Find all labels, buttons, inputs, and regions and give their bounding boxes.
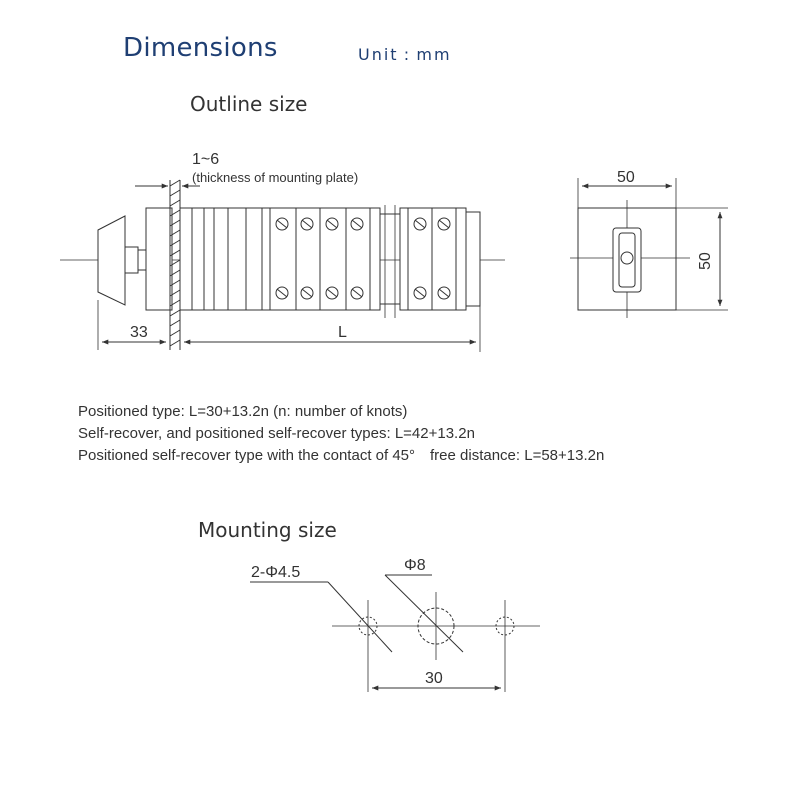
handle-shaft (125, 247, 138, 273)
mounting-holes-drawing (250, 575, 540, 692)
front-height-value: 50 (697, 252, 714, 270)
page-title: Dimensions (123, 33, 278, 63)
plate-thickness-note: (thickness of mounting plate) (192, 170, 359, 185)
center-hole-spec: Φ8 (404, 557, 426, 574)
center-hole-leader (385, 575, 463, 652)
front-handle-pivot (621, 252, 633, 264)
handle-knob (98, 216, 125, 305)
switch-front-view (570, 178, 728, 318)
length-dimension-value: L (338, 324, 347, 341)
small-hole-spec: 2-Φ4.5 (251, 564, 301, 581)
note-positioned-type: Positioned type: L=30+13.2n (n: number of knots) (78, 403, 408, 420)
front-width-value: 50 (617, 169, 635, 186)
rear-cap (466, 212, 480, 306)
handle-dimension-value: 33 (130, 324, 148, 341)
outline-size-heading: Outline size (190, 92, 308, 116)
note-self-recover-types: Self-recover, and positioned self-recover types: L=42+13.2n (78, 425, 475, 442)
handle-collar (138, 250, 146, 270)
small-hole-leader (328, 582, 392, 652)
switch-side-view (60, 180, 505, 352)
hole-spacing-value: 30 (425, 670, 443, 687)
note-45-degree-type: Positioned self-recover type with the contact of 45° free distance: L=58+13.2n (78, 447, 605, 464)
mounting-size-heading: Mounting size (198, 518, 337, 542)
mounting-plate (170, 180, 180, 350)
plate-thickness-range: 1~6 (192, 151, 220, 168)
switch-front-body (146, 208, 172, 310)
unit-label: Unit : mm (358, 45, 452, 64)
